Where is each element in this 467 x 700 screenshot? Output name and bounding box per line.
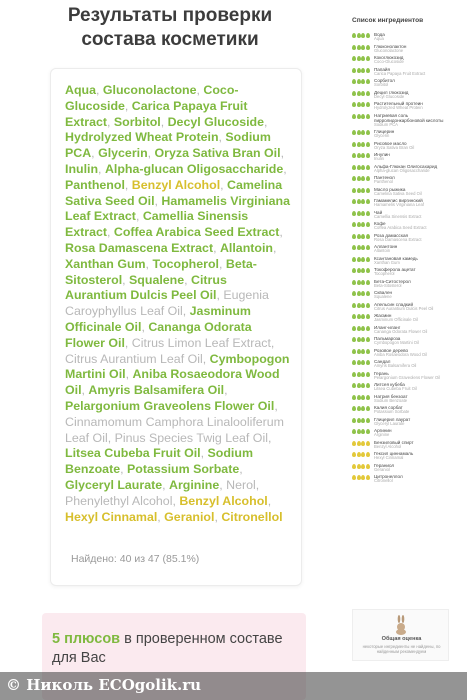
sidebar-ingredient-en: Sodium PCA [374,121,398,127]
rating-drops-icon [352,325,374,331]
rating-drops-icon [352,451,374,457]
sidebar-ingredient-item[interactable] [352,187,462,197]
sidebar-ingredient-ru: Ксантановая камедь [374,255,418,261]
sidebar-ingredient-en: Potassium Sorbate [374,409,410,415]
sidebar-ingredient-ru: Глюконолактон [374,43,407,49]
ingredient-good: Panthenol [65,177,125,192]
found-count: Найдено: 40 из 47 (85.1%) [71,553,200,565]
rating-drops-icon [352,267,374,273]
sidebar-ingredient-item[interactable] [352,440,462,450]
sidebar-ingredient-ru: Аллантоин [374,244,398,250]
sidebar-ingredient-en: Aniba Rosaeodora Wood Oil [374,351,427,357]
ingredient-good: Aniba Rosaeodora Wood Oil [65,367,280,398]
sidebar-ingredient-item[interactable] [352,244,462,254]
ingredient-good: Inulin [65,161,99,176]
sidebar-ingredient-ru: Пальмароза [374,336,401,342]
sidebar-ingredient-item[interactable] [352,417,462,427]
sidebar-ingredient-en: Gluconolactone [374,47,404,53]
rating-drops-icon [352,256,374,262]
rating-drops-icon [352,244,374,250]
sidebar-ingredient-en: Glyceryl Laurate [374,420,405,426]
sidebar-ingredient-item[interactable] [352,336,462,346]
ingredient-good: Glycerin [98,146,148,161]
ingredient-good: Coco-Glucoside [65,83,239,113]
sidebar-ingredient-item[interactable] [352,44,462,54]
sidebar-ingredient-ru: Жасмин [374,313,392,319]
sidebar-ingredient-en: Tocopherol [374,271,395,277]
sidebar-ingredient-ru: Розовое дерево [374,347,409,353]
rating-drops-icon [352,290,374,296]
rating-drops-icon [352,359,374,365]
overall-rating-title: Общая оценка [381,636,422,642]
ingredient-grey: Eugenia Caroyphyllus Leaf Oil [65,288,269,319]
sidebar-ingredient-item[interactable] [352,101,462,111]
ingredient-good: Sodium PCA [65,130,271,161]
ingredient-good: Rosa Damascena Extract [65,240,214,255]
sidebar-ingredient-ru: Сквален [374,290,393,296]
rating-drops-icon [352,348,374,354]
ingredient-good: Coffea Arabica Seed Extract [113,225,280,240]
ingredient-good: Tocopherol [152,256,219,271]
ingredient-grey: Nerol [226,477,256,492]
watermark-text: © Николь ECOgolik.ru [6,676,202,694]
sidebar-ingredient-item[interactable] [352,359,462,369]
sidebar-ingredient-en: Hamamelis Virginiana Leaf [374,202,424,208]
sidebar-ingredient-en: Citronellol [374,478,393,484]
sidebar-ingredient-en: Arginine [374,432,390,438]
rating-drops-icon [352,210,374,216]
sidebar-title: Список ингредиентов [352,17,424,24]
sidebar-ingredient-item[interactable] [352,371,462,381]
sidebar-ingredient-ru: Кокоглюкозид [374,55,404,60]
sidebar-ingredient-en: Panthenol [374,179,393,185]
rating-drops-icon [352,78,374,84]
sidebar-ingredient-en: Allantoin [374,248,391,254]
sidebar-ingredient-item[interactable] [352,198,462,208]
sidebar-ingredient-en: Glycerin [374,133,390,139]
overall-rating-text: некоторые ингредиенты не найдены, по найденным рекомендуем [362,644,441,654]
sidebar-ingredient-en: Cananga Odorata Flower Oil [374,328,428,334]
sidebar-ingredient-en: Geraniol [374,466,390,472]
sidebar-ingredient-ru: Чай [374,209,383,215]
rating-drops-icon [352,129,374,135]
sidebar-ingredient-en: Inulin [374,156,385,162]
sidebar-ingredient-item[interactable] [352,55,462,65]
ingredient-good: Potassium Sorbate [126,462,240,477]
ingredient-grey: Cinnamomum Camphora Linalooliferum Leaf Oil [65,414,284,445]
ingredient-good: Carica Papaya Fruit Extract [65,98,248,129]
sidebar-list [352,32,462,486]
plus-summary-text [52,630,292,668]
sidebar-ingredient-ru: Инулин [374,152,390,158]
sidebar-ingredient-ru: Гексил циннамаль [374,451,414,457]
sidebar-ingredient-item[interactable] [352,90,462,100]
rating-drops-icon [352,90,374,96]
ingredient-good: Hydrolyzed Wheat Protein [65,130,219,145]
sidebar-ingredient-item[interactable] [352,313,462,323]
ingredient-good: Amyris Balsamifera Oil [88,383,225,398]
sidebar-ingredient-en: Beta-Sitosterol [374,282,402,288]
rating-drops-icon [352,101,374,107]
sidebar-ingredient-en: Aqua [374,36,384,42]
sidebar-ingredient-item[interactable] [352,233,462,243]
sidebar-ingredient-ru: Вода [374,32,385,37]
ingredient-good: Arginine [169,477,220,492]
ingredient-good: Aqua [65,83,96,97]
rating-drops-icon [352,313,374,319]
ingredient-yellow: Benzyl Alcohol [131,177,221,192]
sidebar-ingredient-en: Hydrolyzed Wheat Protein [374,105,423,111]
sidebar-ingredient-item[interactable] [352,463,462,473]
sidebar-ingredient-ru: Калия сорбат [374,405,403,411]
ingredient-grey: Pinus Species Twig Leaf Oil [114,430,268,445]
sidebar-ingredient-ru: Глицерин [374,129,395,135]
rating-drops-icon [352,152,374,158]
sidebar-ingredient-item[interactable] [352,325,462,335]
sidebar-ingredient-item[interactable] [352,290,462,300]
sidebar-ingredient-en: Jasminum Officinale Oil [374,317,418,323]
ingredient-good: Sodium Benzoate [65,446,253,477]
sidebar-ingredient-ru: Литсея кубеба [374,382,405,388]
sidebar-ingredient-en: Cymbopogon Martini Oil [374,340,419,346]
sidebar-ingredient-item[interactable] [352,113,462,128]
ingredient-good: Cananga Odorata Flower Oil [65,319,252,350]
sidebar-ingredient-item[interactable] [352,474,462,484]
sidebar-ingredient-ru: Бензиловый спирт [374,439,414,445]
sidebar-ingredient-item[interactable] [352,152,462,162]
ingredient-good: Pelargonium Graveolens Flower Oil [65,398,275,413]
ingredient-yellow: Geraniol [164,509,215,524]
sidebar-ingredient-ru: Гераниол [374,462,395,468]
sidebar-ingredient-en: Oryza Sativa Bran Oil [374,144,415,150]
rating-drops-icon [352,187,374,193]
sidebar-ingredient-item[interactable] [352,405,462,415]
sidebar-ingredient-item[interactable] [352,451,462,461]
plus-count: 5 плюсов [52,631,121,647]
sidebar-ingredient-item[interactable] [352,221,462,231]
rating-drops-icon [352,474,374,480]
ingredients-text: Aqua, Gluconolactone, Coco-Glucoside, Carica Papaya Fruit Extract, Sorbitol, Decyl Glucoside, Hydrolyzed Wheat Protein, Sodium PCA, Glycerin, Oryza Sativa Bran Oil, Inulin, Alpha-glucan Oligosaccharide, Panthenol, Benzyl Alcohol, Camelina Sativa Seed Oil, Hamamelis Virginiana Leaf Extract, Camellia Sinensis Extract, Coffea Arabica Seed Extract, Rosa Damascena Extract, Allantoin, Xanthan Gum, Tocopherol, Beta-Sitosterol, Squalene, Citrus Aurantium Dulcis Peel Oil, Eugenia Caroyphyllus Leaf Oil, Jasminum Officinale Oil, Cananga Odorata Flower Oil, Citrus Limon Leaf Extract, Citrus Aurantium Leaf Oil, Cymbopogon Martini Oil, Aniba Rosaeodora Wood Oil, Amyris Balsamifera Oil, Pelargonium Graveolens Flower Oil, Cinnamomum Camphora Linalooliferum Leaf Oil, Pinus Species Twig Leaf Oil, Litsea Cubeba Fruit Oil, Sodium Benzoate, Potassium Sorbate, Glyceryl Laurate, Arginine, Nerol, Phenylethyl Alcohol, Benzyl Alcohol, Hexyl Cinnamal, Geraniol, Citronellol [65,83,290,524]
sidebar-ingredient-ru: Цитронеллол [374,474,403,480]
ingredient-sidebar [340,0,467,700]
rating-drops-icon [352,113,374,119]
ingredient-yellow: Citronellol [221,509,283,524]
sidebar-ingredient-ru: Растительный протеин [374,101,423,106]
sidebar-ingredient-ru: Токоферола ацетат [374,267,416,273]
sidebar-ingredient-en: Rosa Damascena Extract [374,236,422,242]
sidebar-ingredient-ru: Натрия бензоат [374,393,408,399]
sidebar-ingredient-ru: Масло рыжика [374,186,406,192]
sidebar-ingredient-en: Squalene [374,294,392,300]
sidebar-ingredient-en: Hexyl Cinnamal [374,455,404,461]
sidebar-ingredient-item[interactable] [352,302,462,312]
ingredient-good: Xanthan Gum [65,256,146,271]
ingredient-grey: Citrus Aurantium Leaf Oil [65,351,203,366]
sidebar-ingredient-en: Sorbitol [374,82,389,88]
ingredient-good: Allantoin [219,240,273,255]
sidebar-ingredient-ru: Кофе [374,221,386,227]
ingredient-good: Decyl Glucoside [167,114,265,129]
rating-drops-icon [352,198,374,204]
sidebar-ingredient-en: Alpha-glucan Oligosaccharide [374,167,430,173]
ingredient-good: Glyceryl Laurate [65,477,163,492]
rabbit-icon [393,615,409,635]
sidebar-ingredient-item[interactable] [352,348,462,358]
ingredient-good: Squalene [129,272,185,287]
sidebar-ingredient-en: Xanthan Gum [374,259,400,265]
rating-drops-icon [352,463,374,469]
sidebar-ingredient-ru: Натриевая соль пирролидонкарбоновой кислоты [374,112,444,123]
sidebar-ingredient-item[interactable] [352,279,462,289]
sidebar-ingredient-item[interactable] [352,382,462,392]
sidebar-ingredient-ru: Альфа-Глюкан Олигосахарид [374,163,438,169]
ingredient-good: Camellia Sinensis Extract [65,209,249,240]
sidebar-ingredient-item[interactable] [352,129,462,139]
ingredient-good: Gluconolactone [102,83,197,97]
sidebar-ingredient-ru: Герань [374,370,389,376]
sidebar-ingredient-en: Decyl Glucoside [374,93,405,99]
sidebar-ingredient-ru: Роза дамасская [374,232,408,238]
ingredient-good: Beta-Sitosterol [65,256,257,287]
ingredient-good: Litsea Cubeba Fruit Oil [65,446,201,461]
sidebar-ingredient-item[interactable] [352,394,462,404]
sidebar-ingredient-ru: Папайя [374,66,390,72]
rating-drops-icon [352,221,374,227]
sidebar-ingredient-en: Sodium Benzoate [374,397,408,403]
sidebar-ingredient-ru: Сандал [374,359,391,365]
rating-drops-icon [352,44,374,50]
rating-drops-icon [352,440,374,446]
ingredient-good: Camelina Sativa Seed Oil [65,177,283,208]
plus-rest: в проверенном составе для Вас [52,631,283,666]
rating-drops-icon [352,175,374,181]
ingredient-grey: Citrus Limon Leaf Extract [131,335,271,350]
sidebar-ingredient-en: Coco-Glucoside [374,59,404,65]
sidebar-ingredient-ru: Пантенол [374,175,395,181]
ingredient-good: Hamamelis Virginiana Leaf Extract [65,193,290,224]
rating-drops-icon [352,371,374,377]
sidebar-ingredient-en: Pelargonium Graveolens Flower Oil [374,374,441,380]
page-title: Результаты проверки состава косметики [67,5,273,50]
sidebar-ingredient-item[interactable] [352,175,462,185]
ingredients-card [50,68,302,586]
sidebar-ingredient-en: Carica Papaya Fruit Extract [374,70,426,76]
sidebar-ingredient-item[interactable] [352,141,462,151]
sidebar-ingredient-ru: Бета-Ситостерол [374,278,411,284]
sidebar-ingredient-item[interactable] [352,67,462,77]
rating-drops-icon [352,394,374,400]
sidebar-ingredient-ru: Глицерил лаурат [374,416,411,422]
ingredient-yellow: Benzyl Alcohol [179,493,268,508]
sidebar-ingredient-ru: Иланг-иланг [374,324,401,330]
rating-drops-icon [352,336,374,342]
sidebar-ingredient-en: Amyris Balsamifera Oil [374,363,417,369]
sidebar-ingredient-ru: Децил глюкозид [374,89,409,95]
sidebar-ingredient-item[interactable] [352,428,462,438]
rating-drops-icon [352,417,374,423]
sidebar-ingredient-ru: Гамамелис виргинский [374,198,423,204]
sidebar-ingredient-ru: Сорбитол [374,78,395,83]
sidebar-ingredient-en: Citrus Aurantium Dulcis Peel Oil [374,305,434,311]
rating-drops-icon [352,302,374,308]
rating-drops-icon [352,67,374,73]
sidebar-ingredient-en: Benzyl Alcohol [374,443,402,449]
ingredient-good: Cymbopogon Martini Oil [65,351,290,382]
ingredient-grey: Phenylethyl Alcohol [65,493,173,508]
sidebar-ingredient-en: Camelina Sativa Seed Oil [374,190,422,196]
watermark-bar [0,672,467,700]
rating-drops-icon [352,32,374,38]
overall-rating-box [352,609,449,661]
sidebar-ingredient-item[interactable] [352,256,462,266]
rating-drops-icon [352,428,374,434]
sidebar-ingredient-en: Coffea Arabica Seed Extract [374,225,427,231]
sidebar-ingredient-item[interactable] [352,78,462,88]
rating-drops-icon [352,55,374,61]
rating-drops-icon [352,279,374,285]
rating-drops-icon [352,164,374,170]
rating-drops-icon [352,405,374,411]
ingredient-good: Jasminum Officinale Oil [65,304,251,334]
rating-drops-icon [352,141,374,147]
sidebar-ingredient-en: Litsea Cubeba Fruit Oil [374,386,417,392]
rating-drops-icon [352,382,374,388]
ingredient-good: Oryza Sativa Bran Oil [154,146,281,161]
ingredient-good: Citrus Aurantium Dulcis Peel Oil [65,272,227,303]
ingredient-good: Alpha-glucan Oligosaccharide [104,161,284,176]
ingredient-good: Sorbitol [113,114,161,129]
sidebar-ingredient-ru: Рисовое масло [374,140,407,146]
sidebar-ingredient-item[interactable] [352,210,462,220]
sidebar-ingredient-en: Camellia Sinensis Extract [374,213,422,219]
ingredient-yellow: Hexyl Cinnamal [65,509,158,524]
sidebar-ingredient-item[interactable] [352,32,462,42]
rating-drops-icon [352,233,374,239]
sidebar-ingredient-item[interactable] [352,164,462,174]
sidebar-ingredient-item[interactable] [352,267,462,277]
sidebar-ingredient-ru: Апельсин сладкий [374,301,414,307]
sidebar-ingredient-ru: Аргинин [374,428,392,434]
